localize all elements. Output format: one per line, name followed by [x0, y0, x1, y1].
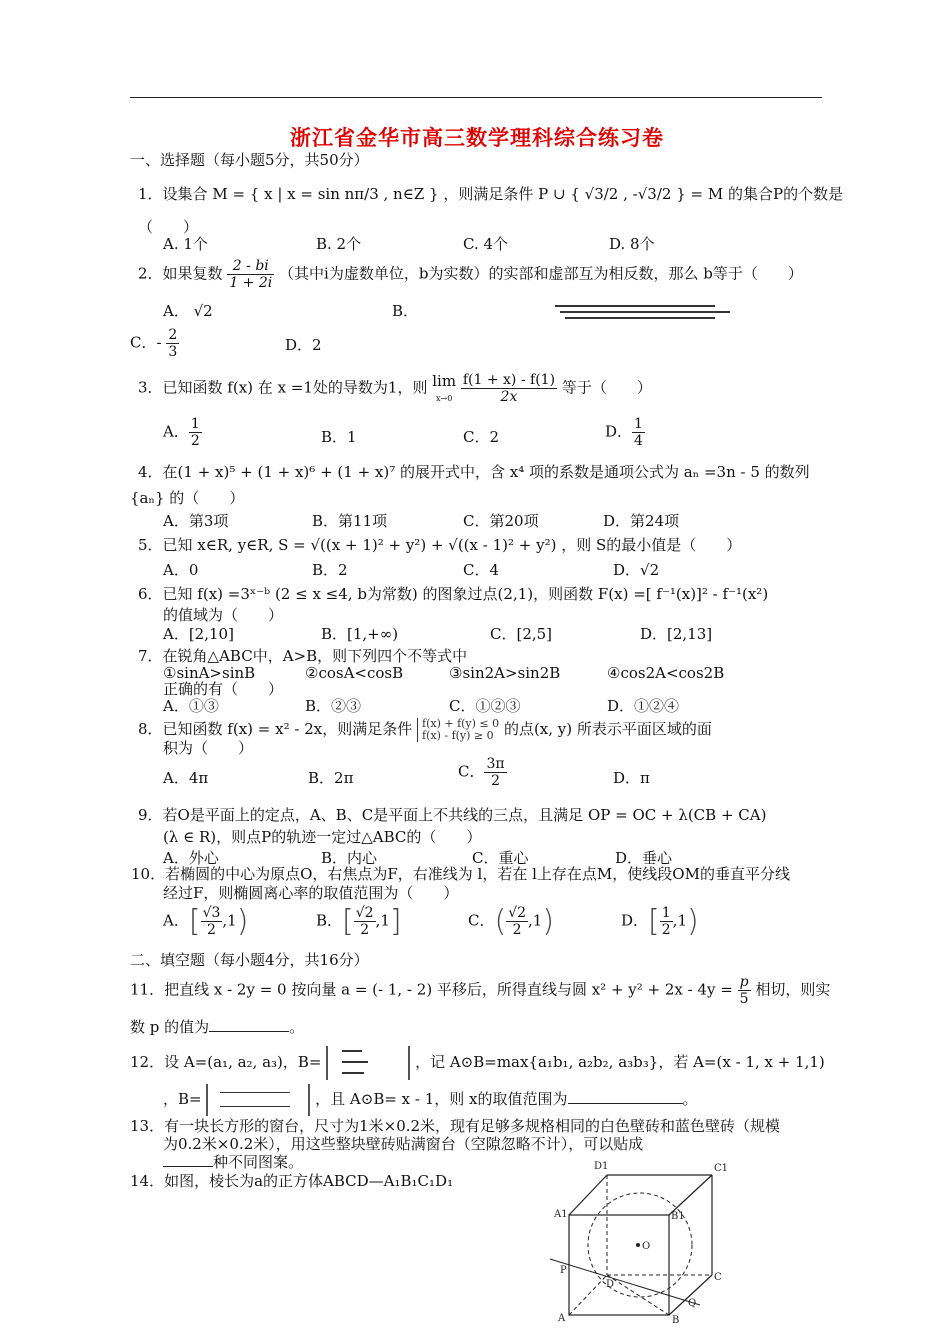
- q6-line-1: 6．已知 f(x) =3ˣ⁻ᵇ (2 ≤ x ≤4, b为常数) 的图象过点(2,1)，则函数 F(x) =[ f⁻¹(x)]² - f⁻¹(x²): [138, 585, 769, 603]
- q7-option-d: D．①②④: [607, 697, 680, 715]
- q6-option-b: B．[1,+∞): [321, 625, 399, 643]
- q7-option-c: C．①②③: [449, 697, 521, 715]
- q10-line-1: 10．若椭圆的中心为原点O，右焦点为F，右准线为 l，若在 l上存在点M，使线段OM的垂直平分线: [131, 865, 790, 883]
- question-3: [138, 372, 652, 405]
- label-o: O: [642, 1241, 651, 1252]
- q10-line-2: 经过F，则椭圆离心率的取值范围为（ ）: [163, 884, 459, 902]
- section-heading-fill: 二、填空题（每小题4分，共16分）: [130, 951, 369, 969]
- q8-option-a: A．4π: [163, 769, 209, 787]
- q4-option-c: C．第20项: [463, 512, 539, 530]
- header-rule: [130, 97, 822, 98]
- q9-line-1: 9．若O是平面上的定点，A、B、C是平面上不共线的三点，且满足 OP = OC + λ(CB + CA): [138, 806, 767, 824]
- q1-option-c: C. 4个: [463, 235, 509, 253]
- q7-statement-1: ①sinA>sinB: [163, 664, 256, 682]
- q7-option-b: B．②③: [305, 697, 362, 715]
- q11-text-tail: 相切，则实: [755, 980, 831, 999]
- q3-text-tail: 等于（ ）: [561, 378, 652, 397]
- q2-option-a: A． √2: [163, 302, 213, 320]
- q4-line-1: 4．在(1 + x)⁵ + (1 + x)⁶ + (1 + x)⁷ 的展开式中，含 x⁴ 项的系数是通项公式为 aₙ =3n - 5 的数列: [138, 463, 810, 481]
- q5-option-c: C．4: [463, 561, 500, 579]
- cube-figure: [540, 1155, 740, 1335]
- q5-option-a: A．0: [163, 561, 199, 579]
- q12-line-2: ，B= ，且 A⊙B= x - 1，则 x的取值范围为 。: [163, 1084, 698, 1116]
- q8-inequality-system: f(x) + f(y) ≤ 0 f(x) - f(y) ≥ 0: [417, 718, 499, 742]
- q4-option-a: A．第3项: [163, 512, 229, 530]
- q13-line-1: 13．有一块长方形的窗台，尺寸为1米×0.2米，现有足够多规格相同的白色壁砖和蓝色壁砖（规模: [130, 1117, 781, 1135]
- label-d: D: [606, 1279, 615, 1290]
- q8-text-tail: 的点(x, y) 所表示平面区域的面: [503, 720, 712, 739]
- q5-option-d: D．√2: [613, 561, 660, 579]
- label-c1: C1: [714, 1163, 729, 1174]
- q9-option-a: A．外心: [163, 849, 219, 867]
- q3-option-a: A． $\frac{1}{2}$: [163, 416, 200, 450]
- q11-line-2: 数 p 的值为 。: [130, 1018, 305, 1036]
- q9-line-2: (λ ∈ R)，则点P的轨迹一定过△ABC的（ ）: [163, 828, 482, 846]
- q1-text-tail: 的集合P的个数是: [727, 185, 844, 203]
- cube-front-face: [569, 1215, 669, 1315]
- label-b: B: [672, 1315, 680, 1326]
- q13-line-2: 为0.2米×0.2米），用这些整块壁砖贴满窗台（空隙忽略不计），可以贴成: [163, 1135, 644, 1153]
- q6-option-a: A．[2,10]: [163, 625, 234, 643]
- q2-option-b-smudge: [565, 317, 715, 319]
- q13-line-3: 种不同图案。: [163, 1152, 303, 1171]
- label-q: Q: [688, 1298, 697, 1309]
- q1-text: ，则满足条件: [443, 185, 534, 203]
- q10-option-c: C．( $\frac{√2}{2}$ ,1): [468, 903, 555, 939]
- q7-option-a: A．①③: [163, 697, 219, 715]
- question-1: [138, 185, 843, 203]
- q2-text-tail: （其中i为虚数单位，b为实数）的实部和虚部互为相反数，那么 b等于（ ）: [279, 264, 803, 283]
- q3-option-d: D． $\frac{1}{4}$: [605, 416, 643, 450]
- q1-option-a: A. 1个: [163, 235, 208, 253]
- line-pq: [550, 1259, 700, 1305]
- label-a: A: [558, 1313, 566, 1324]
- q6-option-c: C．[2,5]: [490, 625, 553, 643]
- q2-text: 2．如果复数: [138, 264, 223, 283]
- q11-answer-blank[interactable]: [209, 1017, 289, 1032]
- q3-text: 3．已知函数 f(x) 在 x =1处的导数为1，则: [138, 378, 428, 397]
- q5-option-b: B．2: [312, 561, 348, 579]
- q7-line-3: 正确的有（ ）: [163, 680, 284, 698]
- q10-option-b: B．[ $\frac{√2}{2}$ ,1]: [316, 903, 402, 939]
- q9-option-c: C．重心: [472, 849, 529, 867]
- q1-set-expression: M = { x | x = sin nπ/3 , n∈Z }: [212, 185, 439, 203]
- center-point-o: [636, 1243, 640, 1247]
- q11-fraction: $\frac{p}{5}$: [739, 974, 749, 1008]
- q6-option-d: D．[2,13]: [640, 625, 713, 643]
- q2-option-b: B．: [392, 302, 419, 320]
- q3-limit: lim x→0: [432, 371, 457, 403]
- q1-number: 1．设集合: [138, 185, 208, 203]
- q1-option-d: D. 8个: [609, 235, 655, 253]
- label-p: P: [560, 1265, 567, 1276]
- page-title: 浙江省金华市高三数学理科综合练习卷: [290, 125, 664, 150]
- q12-matrix-b-second: [206, 1084, 310, 1116]
- q8-text: 8．已知函数 f(x) = x² - 2x，则满足条件: [138, 720, 413, 739]
- q2-option-b-smudge: [560, 311, 730, 313]
- q11-text: 11．把直线 x - 2y = 0 按向量 a = (- 1, - 2) 平移后，所得直线与圆 x² + y² + 2x - 4y =: [130, 980, 733, 999]
- q2-option-d: D．2: [285, 336, 322, 354]
- q13-answer-blank[interactable]: [163, 1152, 213, 1167]
- q12-matrix-b: [326, 1046, 410, 1080]
- q3-fraction: $\frac{f(1 + x) - f(1)}{2x}$: [462, 372, 556, 406]
- q6-line-2: 的值域为（ ）: [163, 606, 284, 624]
- question-2: [138, 258, 803, 291]
- q1-option-b: B. 2个: [316, 235, 362, 253]
- q1-paren: （ ）: [138, 218, 199, 236]
- label-c: C: [714, 1272, 722, 1283]
- q3-option-c: C．2: [463, 428, 500, 446]
- q7-statement-4: ④cos2A<cos2B: [607, 664, 725, 682]
- q9-option-b: B．内心: [321, 849, 378, 867]
- q7-statement-2: ②cosA<cosB: [305, 664, 404, 682]
- q2-fraction: $\frac{2 - bi}{1 + 2i}$: [229, 258, 273, 292]
- q8-option-b: B．2π: [308, 769, 354, 787]
- q12-line-1: 12．设 A=(a₁, a₂, a₃)，B= ，记 A⊙B=max{a₁b₁, a₂b₂, a₃b₃}，若 A=(x - 1, x + 1,1): [130, 1046, 825, 1080]
- q7-statement-3: ③sin2A>sin2B: [449, 664, 561, 682]
- q8-option-c: C． $\frac{3\pi}{2}$: [458, 756, 505, 790]
- q4-line-2: {aₙ} 的（ ）: [130, 489, 245, 507]
- label-d1: D1: [594, 1161, 609, 1172]
- q8-line-2: 积为（ ）: [163, 739, 254, 757]
- q10-option-a: A．[ $\frac{√3}{2}$ ,1): [163, 903, 249, 939]
- label-b1: B1: [671, 1211, 685, 1222]
- question-11: [130, 974, 830, 1007]
- section-heading-choice: 一、选择题（每小题5分，共50分）: [130, 151, 369, 169]
- q4-option-b: B．第11项: [312, 512, 388, 530]
- q3-option-b: B．1: [321, 428, 357, 446]
- question-14: 14．如图，棱长为a的正方体ABCD—A₁B₁C₁D₁: [130, 1172, 454, 1190]
- q4-option-d: D．第24项: [603, 512, 680, 530]
- q2-option-b-smudge: [555, 305, 715, 307]
- q10-option-d: D．[ $\frac{1}{2}$ ,1): [621, 903, 699, 939]
- q12-answer-blank[interactable]: [568, 1089, 683, 1104]
- q9-option-d: D．垂心: [615, 849, 673, 867]
- label-a1: A1: [554, 1209, 568, 1220]
- question-5: 5．已知 x∈R, y∈R, S = √((x + 1)² + y²) + √((x - 1)² + y²) ，则 S的最小值是（ ）: [138, 536, 742, 554]
- q8-option-d: D．π: [613, 769, 650, 787]
- q7-line-1: 7．在锐角△ABC中，A>B，则下列四个不等式中: [138, 647, 468, 665]
- q1-condition: P ∪ { √3/2 , -√3/2 } = M: [538, 185, 724, 203]
- q2-option-c: C．- $\frac{2}{3}$: [130, 327, 178, 361]
